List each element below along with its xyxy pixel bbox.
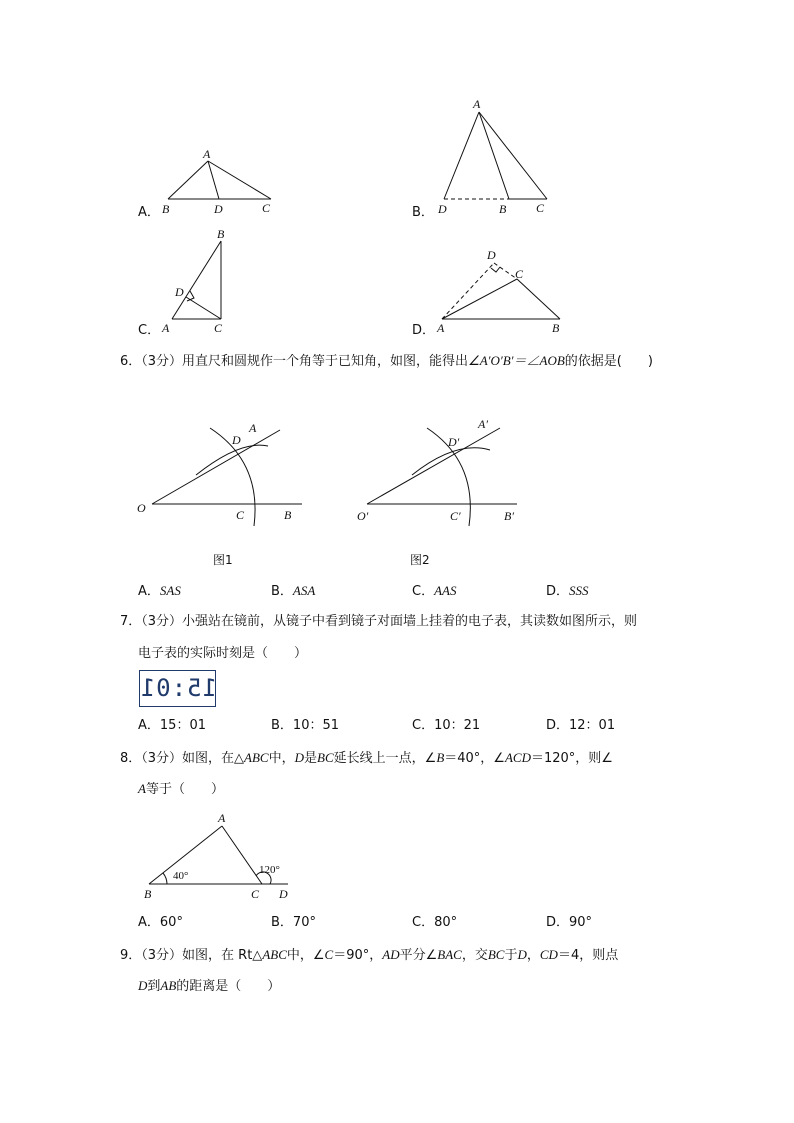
point-c: C [262,201,271,215]
q8-option-d[interactable]: D．90° [546,915,593,930]
point-d: D [175,285,184,299]
q5-option-b-label[interactable]: B． [412,205,434,220]
point-c: C [536,201,545,215]
point-b-prime: B′ [504,509,514,523]
fig1-caption: 图1 [213,553,233,567]
q5-option-d-label[interactable]: D． [412,323,436,338]
point-a: A [162,321,170,335]
point-d-prime: D′ [448,435,460,449]
point-c: C [251,887,260,901]
point-o-prime: O′ [357,509,369,523]
q9-stem-line1: 9．（3分）如图，在 Rt△ABC中，∠C＝90°，AD平分∠BAC，交BC于D，CD＝4，则点 [120,947,619,963]
point-o: O [137,501,146,515]
q8-stem-line1: 8．（3分）如图，在△ABC中，D是BC延长线上一点，∠B＝40°，∠ACD＝120°，则∠ [120,750,613,766]
q6-option-a[interactable]: A．SAS [138,583,181,599]
point-c-prime: C′ [450,509,461,523]
q5-option-a-label[interactable]: A． [138,205,160,220]
q7-stem-line1: 7．（3分）小强站在镜前，从镜子中看到镜子对面墙上挂着的电子表，其读数如图所示，则 [120,614,638,629]
q7-option-d[interactable]: D．12：01 [546,718,616,733]
q9-stem-line2: D到AB的距离是（ ） [138,978,281,994]
angle-b-label: 40° [173,870,189,882]
point-a-prime: A′ [478,417,488,431]
point-b: B [499,202,507,216]
point-c: C [214,321,223,335]
q6-stem-suffix: 的依据是( ) [564,354,653,369]
q7-option-c[interactable]: C．10：21 [412,718,481,733]
q6-option-b[interactable]: B．ASA [271,583,316,599]
point-b: B [284,508,292,522]
q8-option-a[interactable]: A．60° [138,915,183,930]
point-c: C [515,267,524,281]
point-d: D [232,433,241,447]
point-b: B [217,227,225,241]
clock-digits: 15:01 [139,674,217,702]
point-b: B [162,202,170,216]
point-d: D [214,202,223,216]
q6-option-c[interactable]: C．AAS [412,583,457,599]
point-a: A [203,147,211,161]
fig2-caption: 图2 [410,553,430,567]
q7-stem-line2: 电子表的实际时刻是（ ） [138,646,308,661]
point-a: A [218,811,226,825]
point-b: B [144,887,152,901]
angle-acd-label: 120° [259,864,280,876]
point-d: D [438,202,447,216]
q8-stem-line2: A等于（ ） [138,781,224,797]
q7-option-b[interactable]: B．10：51 [271,718,340,733]
q6-option-d[interactable]: D．SSS [546,583,589,599]
point-a: A [437,321,445,335]
q6-stem-prefix: 6．（3分）用直尺和圆规作一个角等于已知角，如图，能得出 [120,354,469,369]
q7-option-a[interactable]: A．15：01 [138,718,206,733]
q5-option-c-label[interactable]: C． [138,323,161,338]
q6-stem-expr: ∠A′O′B′＝∠AOB [468,353,565,368]
q8-option-c[interactable]: C．80° [412,915,458,930]
point-d: D [279,887,288,901]
point-c: C [236,508,245,522]
point-a: A [473,97,481,111]
point-a: A [249,421,257,435]
point-d: D [487,248,496,262]
q8-option-b[interactable]: B．70° [271,915,316,930]
point-b: B [552,321,560,335]
